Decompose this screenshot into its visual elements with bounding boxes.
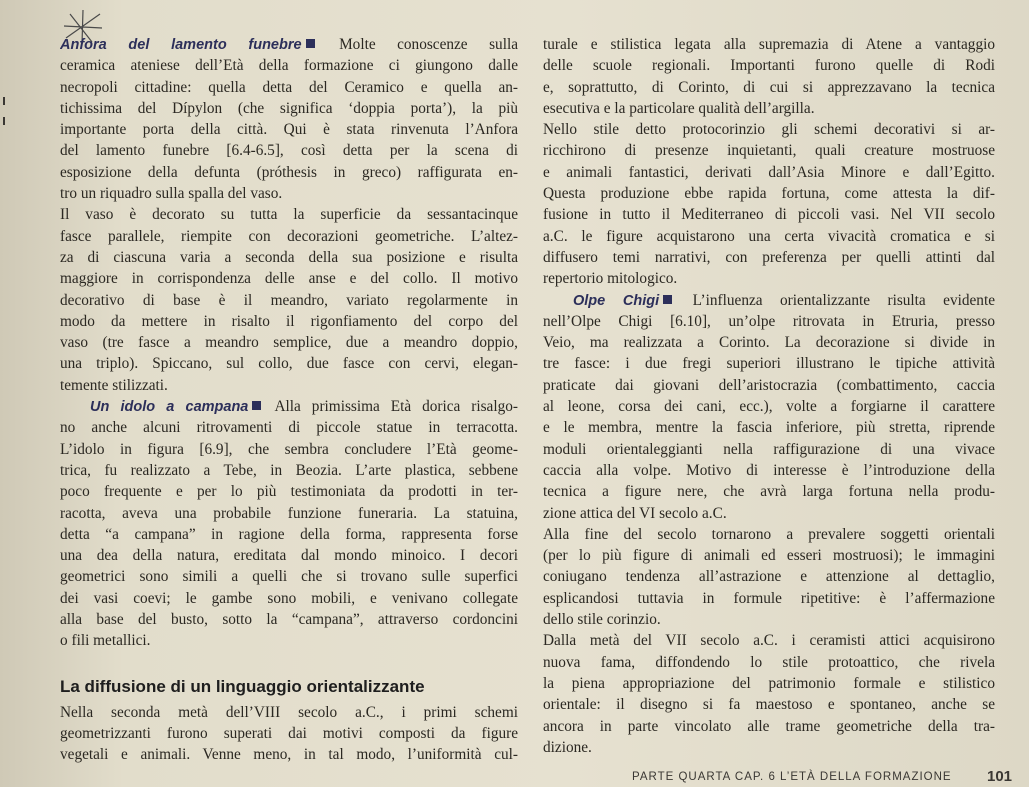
- line-text: moduli orientaleggianti nella raffigurazione di una vivace: [543, 440, 995, 458]
- text-line: [543, 566, 995, 587]
- line-text: Molte conoscenze sulla: [317, 36, 518, 53]
- right-column: [543, 34, 995, 758]
- text-line: [543, 588, 995, 609]
- line-text: esplicandosi tuttavia in formule ripetitive: è l’affermazione: [543, 589, 995, 607]
- line-text: geometrizzanti furono superati dai motivi composti da figure: [60, 724, 518, 742]
- text-line: [60, 609, 518, 630]
- line-text: e le membra, mentre la fascia inferiore, più stretta, riprende: [543, 419, 995, 437]
- line-text: maggiore in corrispondenza delle anse e del collo. Il motivo: [60, 270, 518, 288]
- text-line: [60, 353, 518, 374]
- text-line: [543, 396, 995, 417]
- line-text: alla base del busto, sotto la “campana”, attraverso cordoncini: [60, 611, 518, 629]
- text-line: [543, 226, 995, 247]
- text-line: [543, 247, 995, 268]
- text-line: [60, 98, 518, 119]
- text-line: [60, 162, 518, 183]
- line-text: zione attica del VI secolo a.C.: [543, 504, 727, 522]
- line-text: dizione.: [543, 738, 592, 756]
- line-text: importante porta della città. Qui è stata rinvenuta l’Anfora: [60, 121, 518, 139]
- line-text: a.C. le figure acquistarono una certa vivacità cromatica e si: [543, 227, 995, 245]
- line-text: Alla fine del secolo tornarono a prevalere soggetti orientali: [543, 525, 995, 543]
- text-line: [60, 140, 518, 161]
- text-line: [543, 460, 995, 481]
- line-text: e animali fantastici, derivati dall’Asia Minore e dall’Egitto.: [543, 163, 995, 181]
- line-text: orientale: il disegno si fa maestoso e spontaneo, anche se: [543, 696, 995, 714]
- text-line: [543, 609, 995, 630]
- line-text: nuova fama, diffondendo lo stile protoattico, che rivela: [543, 653, 995, 671]
- text-line: [543, 162, 995, 183]
- text-line: [543, 290, 995, 311]
- left-column: [60, 34, 518, 766]
- text-line: [543, 417, 995, 438]
- text-line: [543, 311, 995, 332]
- line-text: vegetali e animali. Venne meno, in tal modo, l’uniformità cul-: [60, 746, 518, 764]
- text-line: [60, 226, 518, 247]
- square-bullet-icon: [663, 295, 672, 304]
- line-text: caccia alla volpe. Motivo di interesse è l’introduzione della: [543, 461, 995, 479]
- text-line: [543, 694, 995, 715]
- text-line: [60, 439, 518, 460]
- text-line: [543, 375, 995, 396]
- text-line: [60, 566, 518, 587]
- line-text: o fili metallici.: [60, 632, 151, 650]
- text-line: [543, 140, 995, 161]
- text-line: [543, 630, 995, 651]
- section-rubric: Anfora del lamento funebre: [60, 37, 302, 53]
- line-text: delle scuole regionali. Importanti furono quelle di Rodi: [543, 57, 995, 75]
- text-line: [60, 524, 518, 545]
- text-line: [543, 77, 995, 98]
- line-text: L’influenza orientalizzante risulta evidente: [675, 291, 995, 309]
- line-text: fasce parallele, riempite con decorazioni geometriche. L’altez-: [60, 227, 518, 245]
- text-line: [60, 332, 518, 353]
- text-line: [543, 332, 995, 353]
- line-text: tecnica a figure nere, che avrà larga fortuna nella produ-: [543, 483, 995, 501]
- text-line: [543, 268, 995, 289]
- text-line: [543, 524, 995, 545]
- text-line: [60, 545, 518, 566]
- line-text: ceramica ateniese dell’Età della formazione ci giungono dalle: [60, 57, 518, 75]
- text-line: [543, 503, 995, 524]
- text-line: [60, 702, 518, 723]
- line-text: tichissima del Dípylon (che significa ‘doppia porta’), la più: [60, 99, 518, 117]
- line-text: za di ciascuna varia a seconda della sua posizione e risulta: [60, 248, 518, 266]
- section-rubric: Un idolo a campana: [90, 399, 249, 416]
- line-text: trica, fu realizzato a Tebe, in Beozia. L’arte plastica, sebbene: [60, 461, 518, 479]
- text-line: [60, 247, 518, 268]
- line-text: nell’Olpe Chigi [6.10], un’olpe ritrovata in Etruria, presso: [543, 312, 995, 330]
- line-text: Nello stile detto protocorinzio gli schemi decorativi si ar-: [543, 121, 995, 139]
- line-text: dei vasi coevi; le gambe sono mobili, e venivano collegate: [60, 589, 518, 607]
- line-text: modo da mettere in risalto il rigonfiamento del corpo del: [60, 312, 518, 330]
- text-line: [543, 98, 995, 119]
- line-text: Nella seconda metà dell’VIII secolo a.C., i primi schemi: [60, 703, 518, 721]
- line-text: no anche alcuni ritrovamenti di piccole statue in terracotta.: [60, 419, 518, 437]
- line-text: necropoli cittadine: quella detta del Ceramico e quella an-: [60, 78, 518, 96]
- square-bullet-icon: [252, 401, 261, 410]
- text-line: [60, 311, 518, 332]
- text-line: [60, 481, 518, 502]
- line-text: turale e stilistica legata alla supremazia di Atene a vantaggio: [543, 36, 995, 53]
- line-text: una dea della natura, ereditata dal mondo minoico. I decori: [60, 547, 518, 565]
- text-line: [60, 630, 518, 651]
- line-text: al leone, corsa dei cani, ecc.), volte a forgiarne il carattere: [543, 398, 995, 416]
- text-line: [543, 652, 995, 673]
- text-line: [543, 737, 995, 758]
- line-text: tre fasce: i due fregi superiori illustrano le tipiche attività: [543, 355, 995, 373]
- line-text: Questa produzione ebbe rapida fortuna, come attesta la dif-: [543, 185, 995, 203]
- text-line: [60, 417, 518, 438]
- running-head: PARTE QUARTA CAP. 6 L’ETÀ DELLA FORMAZIONE: [632, 771, 952, 783]
- margin-tick-icon: [0, 92, 8, 100]
- line-text: temente stilizzati.: [60, 376, 168, 394]
- line-text: racotta, aveva una probabile funzione funeraria. La statuina,: [60, 504, 518, 522]
- text-line: [60, 268, 518, 289]
- line-text: L’idolo in figura [6.9], che sembra concludere l’Età geome-: [60, 440, 518, 458]
- line-text: ricchirono di presenze inquietanti, quali creature mostruose: [543, 142, 995, 160]
- line-text: Dalla metà del VII secolo a.C. i ceramisti attici acquisirono: [543, 632, 995, 650]
- text-line: [60, 503, 518, 524]
- line-text: esposizione della defunta (próthesis in greco) raffigurata en-: [60, 163, 518, 181]
- text-line: [543, 353, 995, 374]
- text-line: [60, 77, 518, 98]
- text-line: [60, 588, 518, 609]
- line-text: poco frequente e per lo più testimoniata da prodotti in ter-: [60, 483, 518, 501]
- line-text: praticate dai giovani dell’aristocrazia (combattimento, caccia: [543, 376, 995, 394]
- line-text: del lamento funebre [6.4-6.5], così detta per la scena di: [60, 142, 518, 160]
- text-line: [543, 673, 995, 694]
- line-text: vaso (tre fasce a meandro semplice, due a meandro doppio,: [60, 334, 518, 352]
- text-line: [543, 716, 995, 737]
- line-text: tro un riquadro sulla spalla del vaso.: [60, 185, 283, 203]
- line-text: Alla primissima Età dorica risalgo-: [264, 398, 518, 416]
- text-line: [543, 183, 995, 204]
- line-text: la piena appropriazione del patrimonio formale e stilistico: [543, 674, 995, 692]
- text-line: [60, 183, 518, 204]
- text-line: [543, 55, 995, 76]
- line-text: ancora in parte vincolato alle trame geometriche della tra-: [543, 717, 995, 735]
- text-line: [60, 55, 518, 76]
- page-footer: [632, 767, 1029, 787]
- line-text: fusione in tutto il Mediterraneo di piccoli vasi. Nel VII secolo: [543, 206, 995, 224]
- line-text: geometrici sono simili a quelli che si trovano sulle superfici: [60, 568, 518, 586]
- text-line: [60, 375, 518, 396]
- text-line: [60, 744, 518, 765]
- section-heading: La diffusione di un linguaggio orientalizzante: [60, 676, 425, 696]
- line-text: una triplo). Spiccano, sul collo, due fasce con cervi, elegan-: [60, 355, 518, 373]
- text-line: [60, 290, 518, 311]
- text-line: [60, 396, 518, 417]
- text-line: [543, 34, 995, 55]
- text-line: [543, 439, 995, 460]
- text-line: [543, 481, 995, 502]
- square-bullet-icon: [306, 39, 315, 48]
- text-line: [543, 204, 995, 225]
- text-line: [60, 119, 518, 140]
- line-text: e, soprattutto, di Corinto, di cui si apprezzavano la tecnica: [543, 78, 995, 96]
- line-text: detta “a campana” in ragione della forma, rappresenta forse: [60, 525, 518, 543]
- text-line: [60, 34, 518, 55]
- section-rubric: Olpe Chigi: [573, 292, 660, 309]
- line-text: Il vaso è decorato su tutta la superficie da sessantacinque: [60, 206, 518, 224]
- line-text: coniugano tendenza all’astrazione e attenzione al dettaglio,: [543, 568, 995, 586]
- text-line: [60, 723, 518, 744]
- line-text: diffusero temi narrativi, con preferenza per quelli attinti dal: [543, 248, 995, 266]
- line-text: (per lo più figure di animali ed esseri mostruosi); le immagini: [543, 547, 995, 565]
- text-line: [60, 460, 518, 481]
- page-number: 101: [987, 768, 1013, 785]
- line-text: Veio, ma realizzata a Corinto. La decorazione si divide in: [543, 334, 995, 352]
- margin-tick-icon: [0, 112, 8, 120]
- line-text: repertorio mitologico.: [543, 270, 678, 288]
- line-text: esecutiva e la particolare qualità dell’argilla.: [543, 99, 815, 117]
- text-line: [543, 119, 995, 140]
- line-text: decorativo di base è il meandro, variato regolarmente in: [60, 291, 518, 309]
- text-line: [60, 204, 518, 225]
- text-line: [543, 545, 995, 566]
- line-text: dello stile corinzio.: [543, 611, 661, 629]
